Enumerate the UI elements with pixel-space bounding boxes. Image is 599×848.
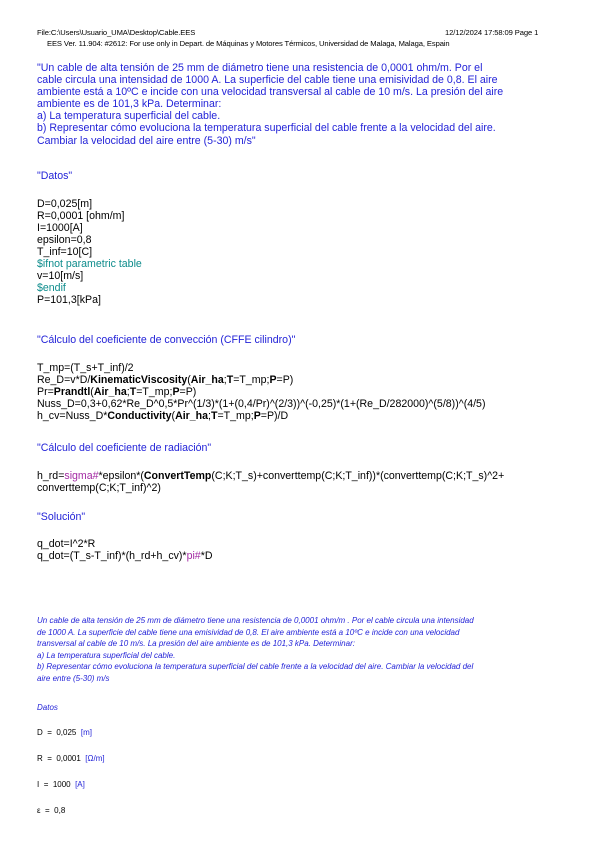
directive-endif: $endif xyxy=(37,282,66,294)
equation-line: epsilon=0,8 xyxy=(37,234,92,246)
conveccion-block xyxy=(37,362,485,422)
equation-line: converttemp(C;K;T_inf)^2) xyxy=(37,482,161,494)
formatted-variable: ε = 0,8 xyxy=(37,806,66,815)
equation-line: Nuss_D=0,3+0,62*Re_D^0,5*Pr^(1/3)*(1+(0,4/Pr)^(2/3))^(-0,25)*(1+(Re_D/282000)^(5/8))^(4/5) xyxy=(37,398,486,410)
formatted-variable: R = 0,0001 [Ω/m] xyxy=(37,754,105,763)
solucion-comment: "Solución" xyxy=(37,511,86,523)
radiacion-comment: "Cálculo del coeficiente de radiación" xyxy=(37,442,212,454)
problem-line: ambiente es de 101,3 kPa. Determinar: xyxy=(37,98,222,111)
equation-line: v=10[m/s] xyxy=(37,270,84,282)
equation-line: T_mp=(T_s+T_inf)/2 xyxy=(37,362,134,374)
conveccion-comment: "Cálculo del coeficiente de convección (CFFE cilindro)" xyxy=(37,334,296,346)
equation-line: h_cv=Nuss_D*Conductivity(Air_ha;T=T_mp;P=P)/D xyxy=(37,410,289,422)
formatted-variable: D = 0,025 [m] xyxy=(37,728,92,737)
problem-line: a) La temperatura superficial del cable. xyxy=(37,110,221,123)
equation-line: P=101,3[kPa] xyxy=(37,294,101,306)
print-datetime: 12/12/2024 17:58:09 Page 1 xyxy=(445,28,539,37)
version-line: EES Ver. 11.904: #2612: For use only in Depart. de Máquinas y Motores Térmicos, Universidad de Malaga, Malaga, Espain xyxy=(47,39,450,48)
equation-line: q_dot=(T_s-T_inf)*(h_rd+h_cv)*pi#*D xyxy=(37,550,213,562)
formatted-problem xyxy=(37,615,474,685)
directive-ifnot: $ifnot parametric table xyxy=(37,258,142,270)
formatted-problem-line: de 1000 A. La superficie del cable tiene una emisividad de 0,8. El aire ambiente está a 10ºC e incide con una velocidad xyxy=(37,627,460,637)
formatted-variable: I = 1000 [A] xyxy=(37,780,85,789)
datos-block xyxy=(37,198,142,306)
problem-line: Cambiar la velocidad del aire entre (5-30) m/s" xyxy=(37,134,256,147)
equation-line: Pr=Prandtl(Air_ha;T=T_mp;P=P) xyxy=(37,386,197,398)
problem-line: "Un cable de alta tensión de 25 mm de diámetro tiene una resistencia de 0,0001 ohm/m. Por el xyxy=(37,62,483,74)
problem-line: ambiente está a 10ºC e incide con una velocidad transversal al cable de 10 m/s. La presión del aire xyxy=(37,86,504,99)
radiacion-block xyxy=(37,470,504,494)
formatted-problem-line: Un cable de alta tensión de 25 mm de diámetro tiene una resistencia de 0,0001 ohm/m . Por el cable circula una intensidad xyxy=(37,616,474,625)
equation-line: D=0,025[m] xyxy=(37,198,93,210)
formatted-problem-line: transversal al cable de 10 m/s. La presión del aire ambiente es de 101,3 kPa. Determinar: xyxy=(37,639,355,649)
equation-line: q_dot=I^2*R xyxy=(37,538,96,550)
formatted-problem-line: aire entre (5-30) m/s xyxy=(37,673,110,683)
equation-line: Re_D=v*D/KinematicViscosity(Air_ha;T=T_mp;P=P) xyxy=(37,374,294,386)
formatted-problem-line: a) La temperatura superficial del cable. xyxy=(37,650,176,660)
equation-line: R=0,0001 [ohm/m] xyxy=(37,210,125,222)
datos-comment: "Datos" xyxy=(37,170,73,182)
equation-line: I=1000[A] xyxy=(37,222,83,234)
equation-line: h_rd=sigma#*epsilon*(ConvertTemp(C;K;T_s)+converttemp(C;K;T_inf))*(converttemp(C;K;T_s)^2+ xyxy=(37,470,505,482)
problem-line: cable circula una intensidad de 1000 A. La superficie del cable tiene una emisividad de 0,8. El aire xyxy=(37,74,498,87)
file-path: File:C:\Users\Usuario_UMA\Desktop\Cable.EES xyxy=(37,28,196,37)
solucion-block xyxy=(37,538,212,562)
problem-line: b) Representar cómo evoluciona la temperatura superficial del cable frente a la velocidad del aire. xyxy=(37,122,496,135)
equation-line: T_inf=10[C] xyxy=(37,246,93,258)
problem-statement xyxy=(37,62,503,147)
formatted-datos-label: Datos xyxy=(37,703,58,712)
formatted-problem-line: b) Representar cómo evoluciona la temperatura superficial del cable frente a la velocidad del aire. Cambiar la velocidad del xyxy=(37,662,474,672)
